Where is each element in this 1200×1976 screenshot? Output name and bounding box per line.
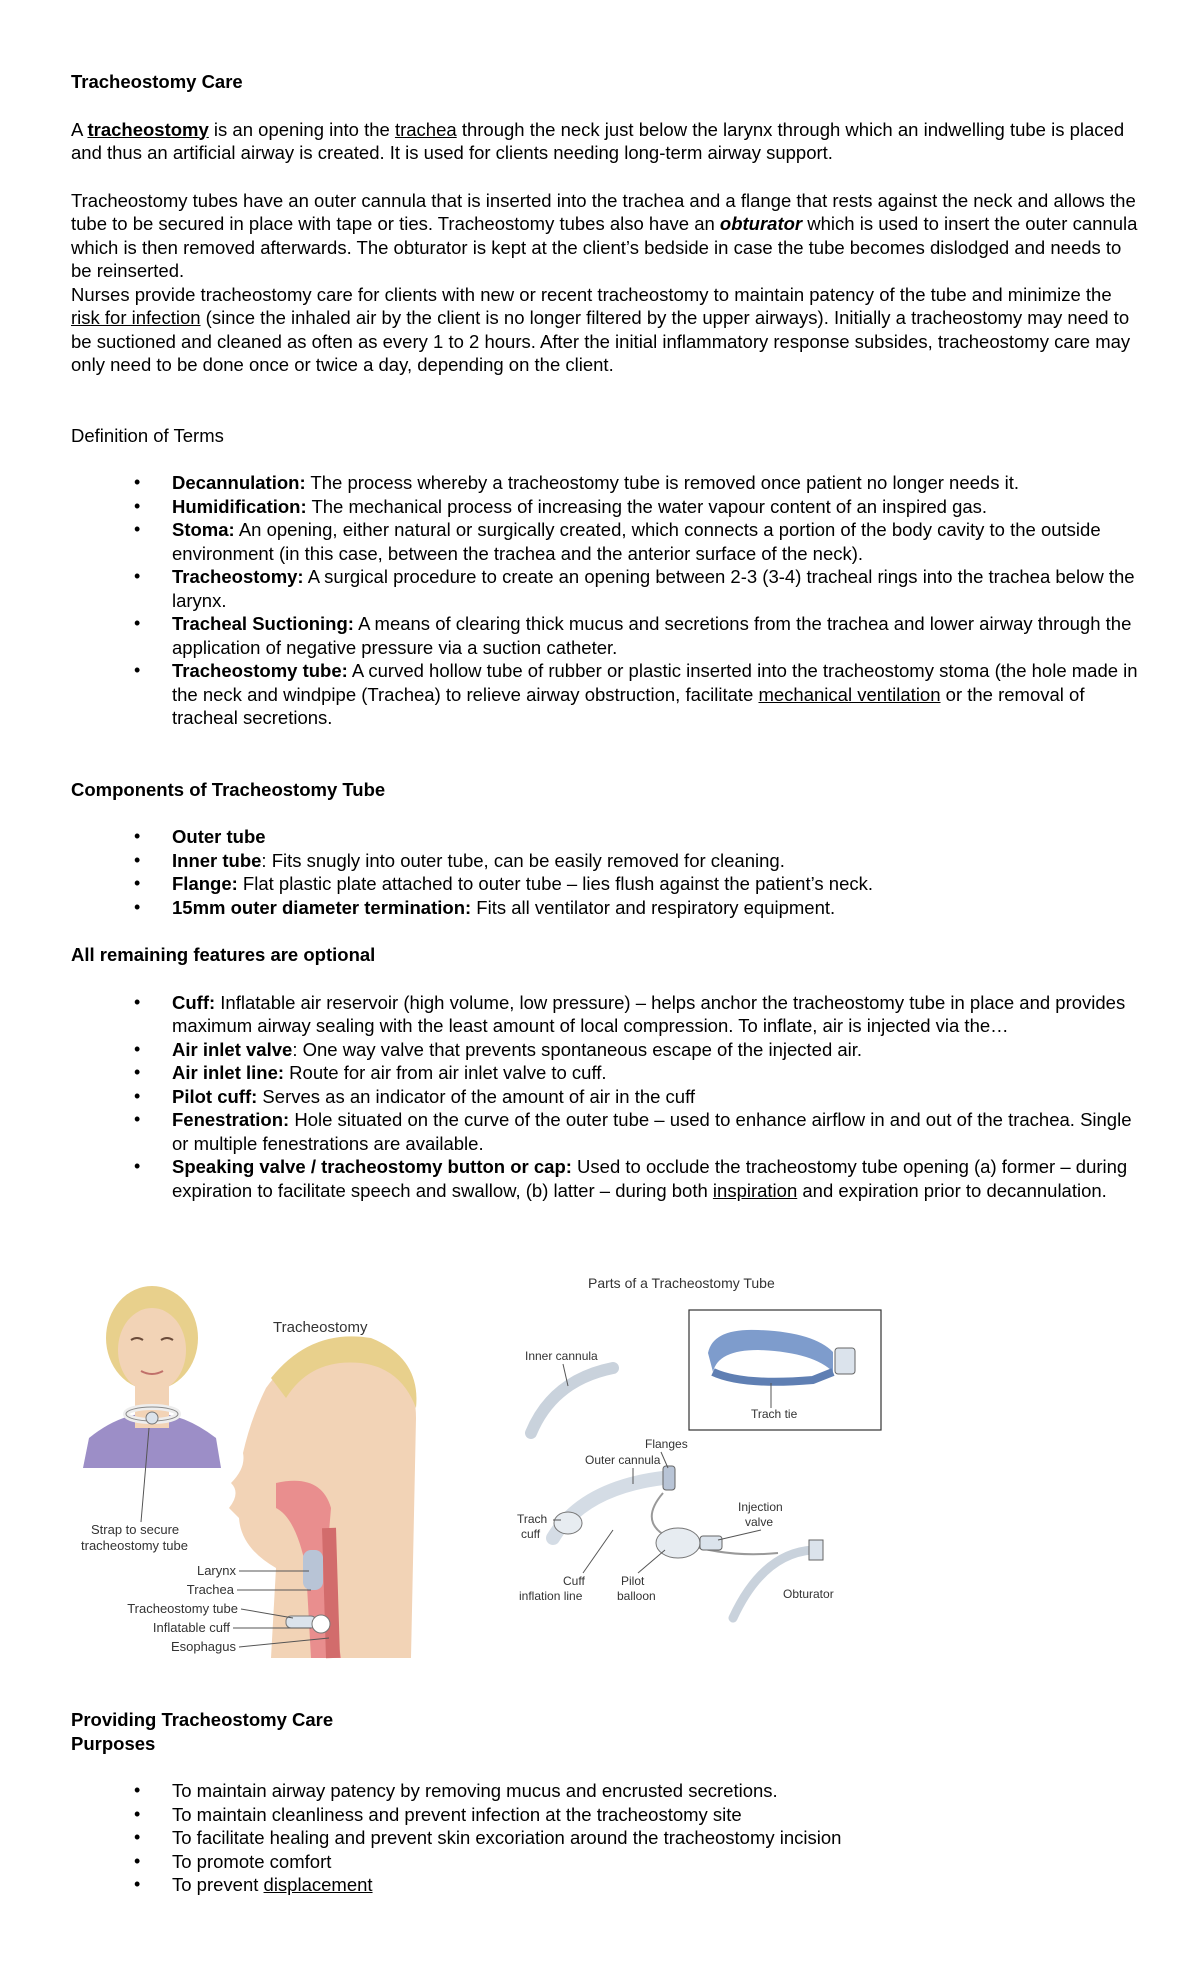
component-item: • 15mm outer diameter termination: Fits all ventilator and respiratory equipment.	[71, 896, 1141, 920]
pilot-balloon-icon	[656, 1528, 700, 1558]
fig1-label-trachea: Trachea	[186, 1582, 234, 1597]
optional-item: • Pilot cuff: Serves as an indicator of the amount of air in the cuff	[71, 1085, 1141, 1109]
component-item: • Flange: Flat plastic plate attached to outer tube – lies flush against the patient’s neck.	[71, 872, 1141, 896]
components-list	[71, 825, 1141, 919]
definition-item: • Tracheostomy tube: A curved hollow tube of rubber or plastic inserted into the tracheostomy stoma (the hole made in the neck and windpipe (Trachea) to relieve airway obstruction, facilitate mechanical ventilation or the removal of tracheal secretions.	[71, 659, 1141, 730]
cuff-inflation-line-label-2: inflation line	[519, 1589, 583, 1603]
inner-cannula-icon	[531, 1368, 613, 1433]
tracheostomy-figure	[71, 1268, 431, 1678]
outer-cannula-label: Outer cannula	[585, 1453, 661, 1467]
optional-item: • Air inlet valve: One way valve that prevents spontaneous escape of the injected air.	[71, 1038, 1141, 1062]
optional-item: • Speaking valve / tracheostomy button or cap: Used to occlude the tracheostomy tube opening (a) former – during expiration to facilitate speech and swallow, (b) latter – during both inspiration and expiration prior to decannulation.	[71, 1155, 1141, 1202]
care-section	[71, 1708, 1141, 1897]
fig1-title: Tracheostomy	[273, 1319, 368, 1336]
pilot-balloon-label-2: balloon	[617, 1589, 656, 1603]
definition-item: • Stoma: An opening, either natural or surgically created, which connects a portion of the body cavity to the outside environment (in this case, between the trachea and the anterior surface of the neck).	[71, 518, 1141, 565]
optional-item: • Cuff: Inflatable air reservoir (high volume, low pressure) – helps anchor the tracheostomy tube in place and provides maximum airway sealing with the least amount of local compression. To inflate, air is injected via the…	[71, 991, 1141, 1038]
flanges-label: Flanges	[645, 1437, 688, 1451]
care-subheading: Purposes	[71, 1732, 156, 1754]
flanges-icon	[663, 1466, 675, 1490]
injection-valve-label-2: valve	[745, 1515, 774, 1529]
trach-cuff-label-2: cuff	[521, 1527, 541, 1541]
purpose-item: • To prevent displacement	[71, 1873, 1141, 1897]
fig2-title: Parts of a Tracheostomy Tube	[588, 1275, 775, 1291]
trach-tie-label: Trach tie	[751, 1407, 798, 1421]
injection-valve-icon	[700, 1536, 722, 1550]
cuff-inflation-line-label: Cuff	[563, 1574, 585, 1588]
obturator-term: obturator	[719, 213, 803, 234]
document-page	[71, 70, 1141, 1202]
tracheostomy-term: tracheostomy	[87, 118, 209, 140]
intro-paragraph-2: Tracheostomy tubes have an outer cannula that is inserted into the trachea and a flange that rests against the neck and allows the tube to be secured in place with tape or ties. Tracheostomy tubes also have an obturator which is used to insert the outer cannula which is then removed afterwards. The obturator is kept at the client’s bedside in case the tube becomes dislodged and needs to be reinserted.	[71, 189, 1138, 281]
trach-cuff-label: Trach	[517, 1512, 548, 1526]
purposes-list	[71, 1779, 1141, 1897]
fig1-strap-label-2: tracheostomy tube	[81, 1538, 188, 1553]
obturator-label: Obturator	[783, 1587, 834, 1601]
component-item: • Inner tube: Fits snugly into outer tube, can be easily removed for cleaning.	[71, 849, 1141, 873]
optional-item: • Air inlet line: Route for air from air inlet valve to cuff.	[71, 1061, 1141, 1085]
optional-list	[71, 991, 1141, 1203]
fig1-strap-label: Strap to secure	[91, 1522, 180, 1537]
fig1-label-larynx: Larynx	[196, 1563, 236, 1578]
fig1-label-esophagus: Esophagus	[170, 1639, 236, 1654]
inner-cannula-label: Inner cannula	[525, 1349, 598, 1363]
obturator-icon	[733, 1550, 813, 1618]
front-view-illustration	[83, 1286, 221, 1468]
page-title: Tracheostomy Care	[71, 71, 243, 92]
definition-item: • Decannulation: The process whereby a tracheostomy tube is removed once patient no longer needs it.	[71, 471, 1141, 495]
components-heading: Components of Tracheostomy Tube	[71, 778, 386, 800]
mechanical-ventilation-link[interactable]: mechanical ventilation	[758, 683, 941, 705]
definitions-list	[71, 471, 1141, 730]
trach-cuff-icon	[554, 1512, 582, 1534]
fig1-label-inflatable-cuff: Inflatable cuff	[152, 1620, 230, 1635]
fig1-label-tracheostomy-tube: Tracheostomy tube	[127, 1601, 238, 1616]
intro-paragraph-1: A tracheostomy is an opening into the trachea through the neck just below the larynx through which an indwelling tube is placed and thus an artificial airway is created. It is used for clients needing long-term airway support.	[71, 118, 1125, 163]
inspiration-link[interactable]: inspiration	[712, 1179, 798, 1201]
intro-paragraph-3: Nurses provide tracheostomy care for clients with new or recent tracheostomy to maintain patency of the tube and minimize the risk for infection (since the inhaled air by the client is no longer filtered by the upper airways). Initially a tracheostomy may need to be suctioned and cleaned as often as every 1 to 2 hours. After the initial inflammatory response subsides, tracheostomy care may only need to be done once or twice a day, depending on the client.	[71, 283, 1131, 375]
tube-parts-figure	[513, 1268, 893, 1678]
care-heading: Providing Tracheostomy Care	[71, 1709, 334, 1730]
figures-row	[71, 1268, 1141, 1678]
side-view-illustration	[229, 1336, 416, 1658]
definition-item: • Tracheostomy: A surgical procedure to create an opening between 2-3 (3-4) tracheal rings into the trachea below the larynx.	[71, 565, 1141, 612]
pilot-balloon-label: Pilot	[621, 1574, 645, 1588]
optional-item: • Fenestration: Hole situated on the curve of the outer tube – used to enhance airflow in and out of the trachea. Single or multiple fenestrations are available.	[71, 1108, 1141, 1155]
component-item: • Outer tube	[71, 825, 1141, 849]
purpose-item: • To maintain cleanliness and prevent infection at the tracheostomy site	[71, 1803, 1141, 1827]
definition-item: • Humidification: The mechanical process of increasing the water vapour content of an inspired gas.	[71, 495, 1141, 519]
trachea-link[interactable]: trachea	[394, 118, 457, 140]
optional-heading: All remaining features are optional	[71, 944, 376, 965]
purpose-item: • To promote comfort	[71, 1850, 1141, 1874]
purpose-item: • To maintain airway patency by removing mucus and encrusted secretions.	[71, 1779, 1141, 1803]
purpose-item: • To facilitate healing and prevent skin excoriation around the tracheostomy incision	[71, 1826, 1141, 1850]
injection-valve-label: Injection	[738, 1500, 783, 1514]
definition-item: • Tracheal Suctioning: A means of clearing thick mucus and secretions from the trachea and lower airway through the application of negative pressure via a suction catheter.	[71, 612, 1141, 659]
risk-for-infection-link[interactable]: risk for infection	[71, 307, 201, 328]
definitions-heading: Definition of Terms	[71, 424, 224, 446]
displacement-link[interactable]: displacement	[263, 1874, 373, 1895]
